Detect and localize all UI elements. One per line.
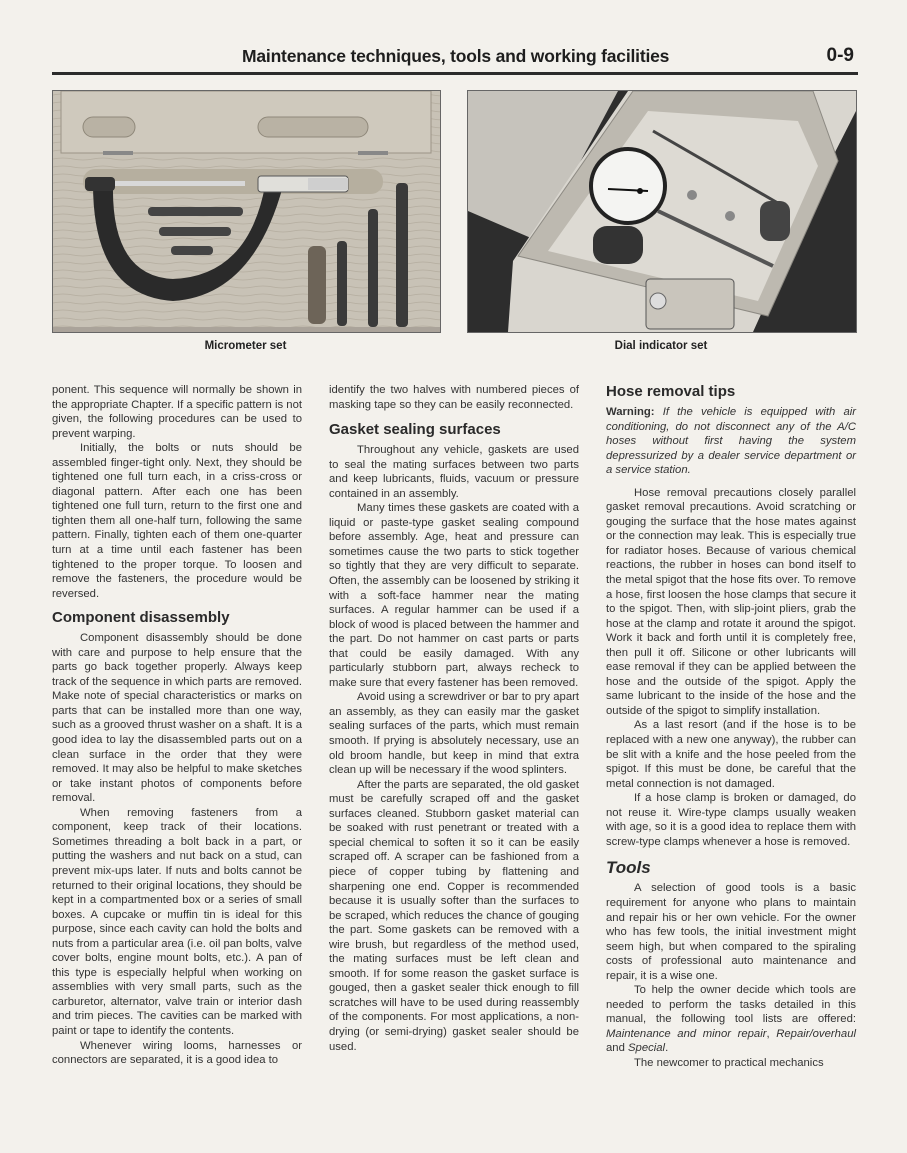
section-heading-component-disassembly: Component disassembly — [52, 609, 230, 627]
section-heading-tools: Tools — [606, 858, 651, 878]
paragraph: Initially, the bolts or nuts should be assembled finger-tight only. Next, they should be tightened one full turn each, in a criss-cross or diagonal pattern. After each one has been tightened one full turn, return to the first one and tighten them all one-half turn, following the same pattern. Finally, tighten each of them one-quarter turn at a time until each fastener has been tightened to the proper torque. To loosen and remove the fasteners, the procedure would be reversed. — [52, 442, 302, 600]
warning-note — [606, 405, 856, 478]
paragraph: identify the two halves with numbered pieces of masking tape so they can be easily reconnected. — [329, 384, 579, 411]
paragraph: A selection of good tools is a basic requirement for anyone who plans to maintain and repair his or her own vehicle. For the owner who has few tools, the initial investment might seem high, but when compared to the spiraling costs of professional auto maintenance and repair, it is a wise one. — [606, 882, 856, 982]
paragraph: Hose removal precautions closely parallel gasket removal precautions. Avoid scratching or gouging the surface that the hose mates against or the connection may leak. This is especially true for radiator hoses. Because of various chemical reactions, the rubber in hoses can bond itself to the metal spigot that the hose fits over. To remove a hose, first loosen the hose clamps that secure it to the spigot. Then, with slip-joint pliers, grab the hose at the clamp and rotate it around the spigot. Work it back and forth until it is completely free, then pull it off. Silicone or other lubricants will ease removal if they can be applied between the hose and the outside of the spigot. Apply the same lubricant to the inside of the hose and the outside of the spigot to simplify installation. — [606, 486, 856, 717]
figure-caption-dial-indicator: Dial indicator set — [614, 340, 708, 352]
page-header — [52, 44, 858, 72]
paragraph: After the parts are separated, the old gasket must be carefully scraped off and the gasket surfaces cleaned. Stubborn gasket material can be soaked with rust penetrant or treated with a special chemical to soften it so it can be easily scraped off. A scraper can be fashioned from a piece of copper tubing by flattening and sharpening one end. Copper is recommended because it is usually softer than the surfaces to be scraped, which reduces the chance of gouging the part. Some gaskets can be removed with a wire brush, but regardless of the method used, the mating surfaces must be left clean and smooth. If for some reason the gasket surface is gouged, then a gasket sealer thick enough to fill scratches will have to be used during reassembly of the components. For most applications, a non-drying (or semi-drying) gasket sealer should be used. — [329, 778, 579, 1053]
paragraph: The newcomer to practical mechanics — [634, 1056, 824, 1069]
paragraph: As a last resort (and if the hose is to be replaced with a new one anyway), the rubber can be slit with a knife and the hose peeled from the spigot. If this must be done, be careful that the metal connection is not damaged. — [606, 719, 856, 790]
paragraph: Many times these gaskets are coated with a liquid or paste-type gasket sealing compound before assembly. Age, heat and pressure can sometimes cause the two parts to stick together so tightly that they are very difficult to separate. Often, the assembly can be loosened by striking it with a soft-face hammer near the mating surfaces. A regular hammer can be used if a block of wood is placed between the hammer and the part. Do not hammer on cast parts or parts that could be easily damaged. With any particularly stubborn part, always recheck to make sure that every fastener has been removed. — [329, 502, 579, 689]
tool-list-special: Special — [628, 1042, 666, 1055]
text: . — [665, 1042, 669, 1055]
page-number: 0-9 — [826, 45, 854, 66]
paragraph: Component disassembly should be done with care and purpose to help ensure that the parts go back together properly. Always keep track of the sequence in which parts are removed. Make note of special characteristics or marks on parts that can be installed more than one way, such as a grooved thrust washer on a shaft. It is a good idea to lay the disassembled parts out on a clean surface in the order that they were removed. It may also be helpful to make sketches or take instant photos of components before removal. — [52, 632, 302, 805]
warning-text: If the vehicle is equipped with air conditioning, do not disconnect any of the A/C hoses without first having the system depressurized by a dealer service department or a service station. — [606, 406, 856, 477]
tool-list-maintenance: Maintenance and minor repair — [606, 1027, 767, 1040]
paragraph: ponent. This sequence will normally be shown in the appropriate Chapter. If a specific pattern is not given, the following procedures can be used to prevent warping. — [52, 384, 302, 440]
dial-indicator-illustration — [468, 91, 856, 332]
warning-label: Warning: — [606, 406, 655, 418]
paragraph: Avoid using a screwdriver or bar to pry apart an assembly, as they can easily mar the gasket sealing surfaces of the parts, which must remain smooth. If prying is absolutely necessary, use an old broom handle, but keep in mind that extra clean up will be necessary if the wood splinters. — [329, 691, 579, 777]
paragraph-tool-lists — [606, 983, 856, 1056]
paragraph: When removing fasteners from a component, keep track of their locations. Sometimes threading a bolt back in a part, or putting the washers and nut back on a stud, can prevent mix-ups later. If nuts and bolts cannot be returned to their original locations, they should be kept in a compartmented box or a series of small boxes. A cupcake or muffin tin is ideal for this purpose, since each cavity can hold the bolts and nuts from a particular area (i.e. oil pan bolts, valve cover bolts, engine mount bolts, etc.). A pan of this type is especially helpful when working on assemblies with very small parts, such as the carburetor, alternator, valve train or interior dash and trim pieces. The cavities can be marked with paint or tape to identify the contents. — [52, 806, 302, 1037]
section-heading-gasket-sealing-surfaces: Gasket sealing surfaces — [329, 421, 501, 439]
paragraph: If a hose clamp is broken or damaged, do not reuse it. Wire-type clamps usually weaken with age, so it is a good idea to replace them with screw-type clamps whenever a hose is removed. — [606, 792, 856, 848]
header-rule — [52, 72, 858, 75]
figure-caption-micrometer: Micrometer set — [204, 340, 287, 352]
column-left — [52, 383, 302, 1068]
column-right — [606, 383, 856, 1071]
micrometer-illustration — [53, 91, 440, 332]
dial-indicator-set-photo — [467, 90, 857, 333]
paragraph: Throughout any vehicle, gaskets are used to seal the mating surfaces between two parts and keep lubricants, fluids, vacuum or pressure contained in an assembly. — [329, 444, 579, 500]
running-title: Maintenance techniques, tools and working facilities — [242, 46, 670, 66]
text: and — [606, 1042, 628, 1055]
micrometer-set-photo — [52, 90, 441, 333]
column-middle — [329, 383, 579, 1054]
text: , — [766, 1027, 777, 1040]
tool-list-repair-overhaul: Repair/overhaul — [776, 1027, 856, 1040]
text: To help the owner decide which tools are needed to perform the tasks detailed in this manual, the following tool lists are offered: — [606, 984, 856, 1026]
section-heading-hose-removal-tips: Hose removal tips — [606, 383, 736, 400]
paragraph: Whenever wiring looms, harnesses or connectors are separated, it is a good idea to — [52, 1039, 302, 1067]
